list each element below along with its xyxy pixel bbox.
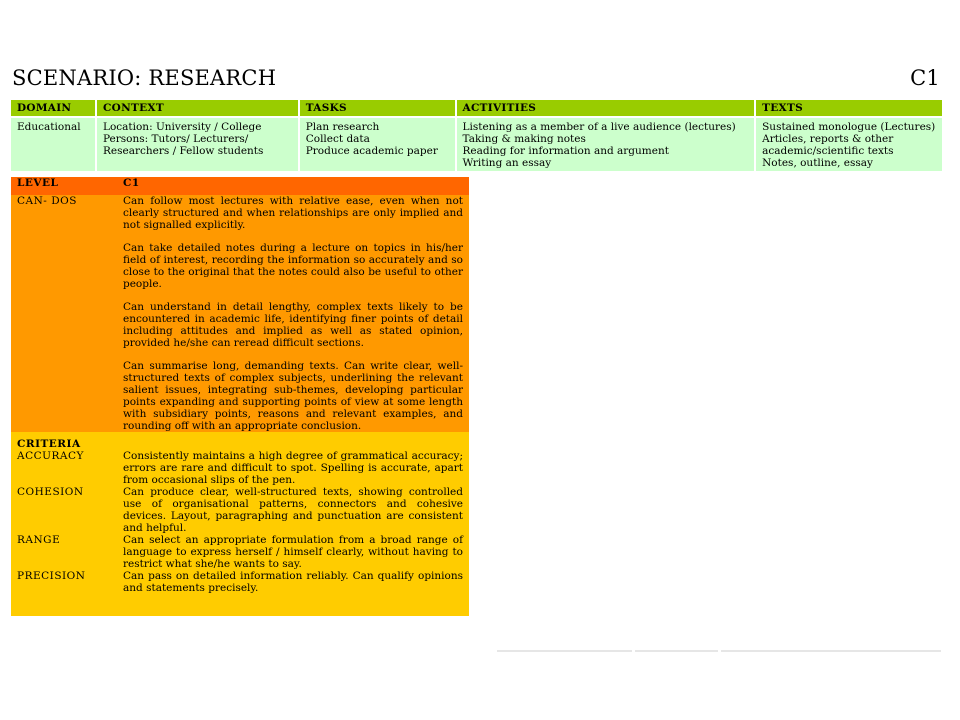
- criteria-label: CRITERIA: [11, 432, 117, 450]
- level-label: LEVEL: [11, 177, 117, 195]
- header-domain: DOMAIN: [11, 100, 96, 117]
- faint-divider: [497, 650, 632, 652]
- faint-divider: [721, 650, 941, 652]
- criterion-description: Can produce clear, well-structured texts, showing controlled use of organisational patterns, connectors and cohesive devices. Layout, paragraphing and punctuation are consistent and helpful.: [117, 486, 469, 534]
- criterion-row: [11, 534, 469, 570]
- activities-cell: [456, 117, 756, 171]
- scenario-body-row: [11, 117, 943, 171]
- criterion-row: [11, 486, 469, 534]
- faint-divider: [635, 650, 718, 652]
- activity-line: Reading for information and argument: [462, 145, 669, 157]
- criterion-name: PRECISION: [11, 570, 117, 616]
- criterion-description: Can pass on detailed information reliably. Can qualify opinions and statements precisely.: [117, 570, 469, 616]
- level-descriptor-block: [11, 177, 469, 616]
- task-line: Produce academic paper: [305, 145, 438, 157]
- can-do-statements: [117, 195, 469, 432]
- criterion-row: [11, 450, 469, 486]
- level-table: [11, 177, 469, 616]
- header-tasks: TASKS: [299, 100, 456, 117]
- criteria-heading-spacer: [117, 432, 469, 450]
- level-code-title: C1: [910, 66, 940, 90]
- context-line: Researchers / Fellow students: [102, 145, 264, 157]
- tasks-cell: [299, 117, 456, 171]
- task-line: Plan research: [305, 121, 380, 133]
- level-value: C1: [117, 177, 469, 195]
- can-do-statement: Can summarise long, demanding texts. Can write clear, well-structured texts of complex subjects, underlining the relevant salient issues, integrating sub-themes, developing particular points expanding and supporting points of view at some length with subsidiary points, reasons and relevant examples, and rounding off with an appropriate conclusion.: [123, 360, 463, 432]
- text-type-line: Articles, reports & other: [762, 133, 894, 145]
- level-row: [11, 177, 469, 195]
- criterion-name: RANGE: [11, 534, 117, 570]
- activity-line: Listening as a member of a live audience (lectures): [462, 121, 736, 133]
- text-type-line: Notes, outline, essay: [762, 157, 873, 169]
- context-line: Location: University / College: [102, 121, 262, 133]
- criterion-name: COHESION: [11, 486, 117, 534]
- domain-cell: [11, 117, 96, 171]
- criteria-heading-row: [11, 432, 469, 450]
- texts-cell: [755, 117, 943, 171]
- header-activities: ACTIVITIES: [456, 100, 756, 117]
- text-type-line: academic/scientific texts: [762, 145, 894, 157]
- scenario-title: SCENARIO: RESEARCH: [12, 66, 277, 90]
- domain-line: Educational: [17, 121, 81, 133]
- criterion-description: Can select an appropriate formulation from a broad range of language to express herself / himself clearly, without having to restrict what she/he wants to say.: [117, 534, 469, 570]
- context-line: Persons: Tutors/ Lecturers/: [102, 133, 249, 145]
- scenario-table: [11, 100, 944, 171]
- can-do-row: [11, 195, 469, 432]
- activity-line: Writing an essay: [462, 157, 552, 169]
- can-do-statement: Can take detailed notes during a lecture on topics in his/her field of interest, recording the information so accurately and so close to the original that the notes could also be useful to other people.: [123, 242, 463, 290]
- can-do-label: CAN- DOS: [11, 195, 117, 432]
- header-texts: TEXTS: [755, 100, 943, 117]
- criterion-name: ACCURACY: [11, 450, 117, 486]
- criterion-description: Consistently maintains a high degree of grammatical accuracy; errors are rare and difficult to spot. Spelling is accurate, apart from occasional slips of the pen.: [117, 450, 469, 486]
- context-cell: [96, 117, 299, 171]
- activity-line: Taking & making notes: [462, 133, 586, 145]
- task-line: Collect data: [305, 133, 370, 145]
- text-type-line: Sustained monologue (Lectures): [762, 121, 936, 133]
- scenario-header-row: [11, 100, 943, 117]
- header-context: CONTEXT: [96, 100, 299, 117]
- criterion-row: [11, 570, 469, 616]
- can-do-statement: Can follow most lectures with relative ease, even when not clearly structured and when relationships are only implied and not signalled explicitly.: [123, 195, 463, 231]
- can-do-statement: Can understand in detail lengthy, complex texts likely to be encountered in academic life, identifying finer points of detail including attitudes and implied as well as stated opinion, provided he/she can reread difficult sections.: [123, 301, 463, 349]
